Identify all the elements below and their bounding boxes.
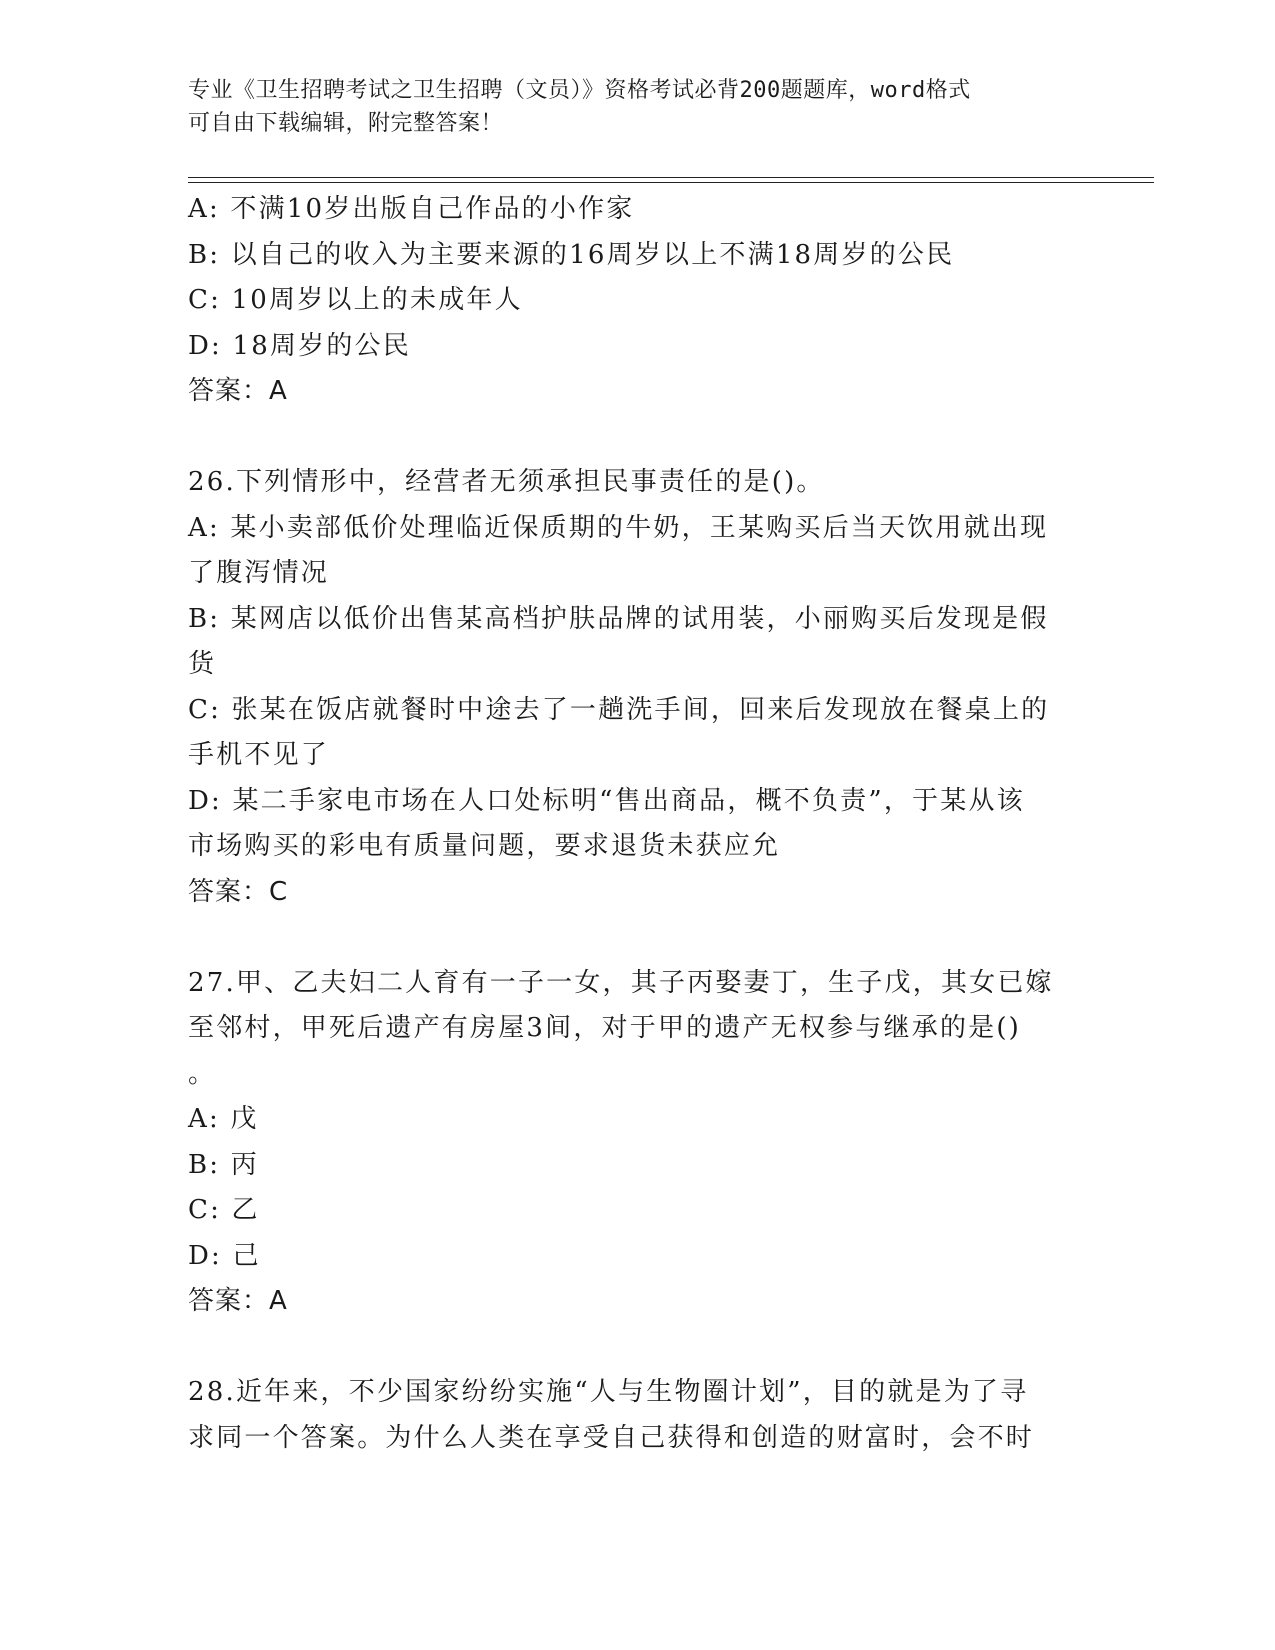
question-26 <box>188 460 1088 915</box>
option-b: B: 某网店以低价出售某高档护肤品牌的试用装，小丽购买后发现是假 <box>188 603 1049 634</box>
option-d: D: 己 <box>188 1240 261 1271</box>
question-stem: 27.甲、乙夫妇二人育有一子一女，其子丙娶妻丁，生子戊，其女已嫁 <box>188 967 1054 998</box>
question-stem-continued: 至邻村，甲死后遗产有房屋3间，对于甲的遗产无权参与继承的是() <box>188 1013 1022 1043</box>
option-d: D: 18周岁的公民 <box>188 330 411 361</box>
question-stem: 26.下列情形中，经营者无须承担民事责任的是()。 <box>188 467 825 497</box>
question-stem-continued: 求同一个答案。为什么人类在享受自己获得和创造的财富时，会不时 <box>188 1422 1035 1453</box>
option-c: C: 张某在饭店就餐时中途去了一趟洗手间，回来后发现放在餐桌上的 <box>188 694 1050 725</box>
option-b-continued: 货 <box>188 649 217 679</box>
question-27 <box>188 961 1088 1325</box>
answer-line: 答案：A <box>188 1286 288 1316</box>
option-d: D: 某二手家电市场在人口处标明“售出商品，概不负责”，于某从该 <box>188 785 1025 816</box>
question-stem: 28.近年来，不少国家纷纷实施“人与生物圈计划”，目的就是为了寻 <box>188 1377 1029 1407</box>
spacer <box>188 1325 1088 1371</box>
header-line-1: 专业《卫生招聘考试之卫生招聘（文员）》资格考试必背200题题库，word格式 <box>188 78 971 103</box>
answer-line: 答案：A <box>188 376 288 406</box>
question-25 <box>188 187 1088 415</box>
document-header <box>188 74 1068 140</box>
option-a-continued: 了腹泻情况 <box>188 558 330 588</box>
answer-line: 答案：C <box>188 876 289 907</box>
option-b: B: 以自己的收入为主要来源的16周岁以上不满18周岁的公民 <box>188 239 955 270</box>
option-b: B: 丙 <box>188 1149 259 1180</box>
spacer <box>188 415 1088 461</box>
header-divider-top <box>188 177 1154 178</box>
option-a: A: 戊 <box>188 1104 259 1134</box>
header-line-2: 可自由下载编辑，附完整答案！ <box>188 111 504 136</box>
header-divider-bottom <box>188 182 1154 183</box>
option-c-continued: 手机不见了 <box>188 740 330 770</box>
option-a: A: 不满10岁出版自己作品的小作家 <box>188 194 635 224</box>
option-a: A: 某小卖部低价处理临近保质期的牛奶，王某购买后当天饮用就出现 <box>188 512 1049 543</box>
question-stem-end: 。 <box>188 1058 217 1089</box>
question-28 <box>188 1370 1088 1461</box>
spacer <box>188 915 1088 961</box>
option-c: C: 10周岁以上的未成年人 <box>188 285 523 315</box>
question-list <box>188 187 1088 1461</box>
option-c: C: 乙 <box>188 1195 260 1225</box>
option-d-continued: 市场购买的彩电有质量问题，要求退货未获应允 <box>188 831 781 861</box>
